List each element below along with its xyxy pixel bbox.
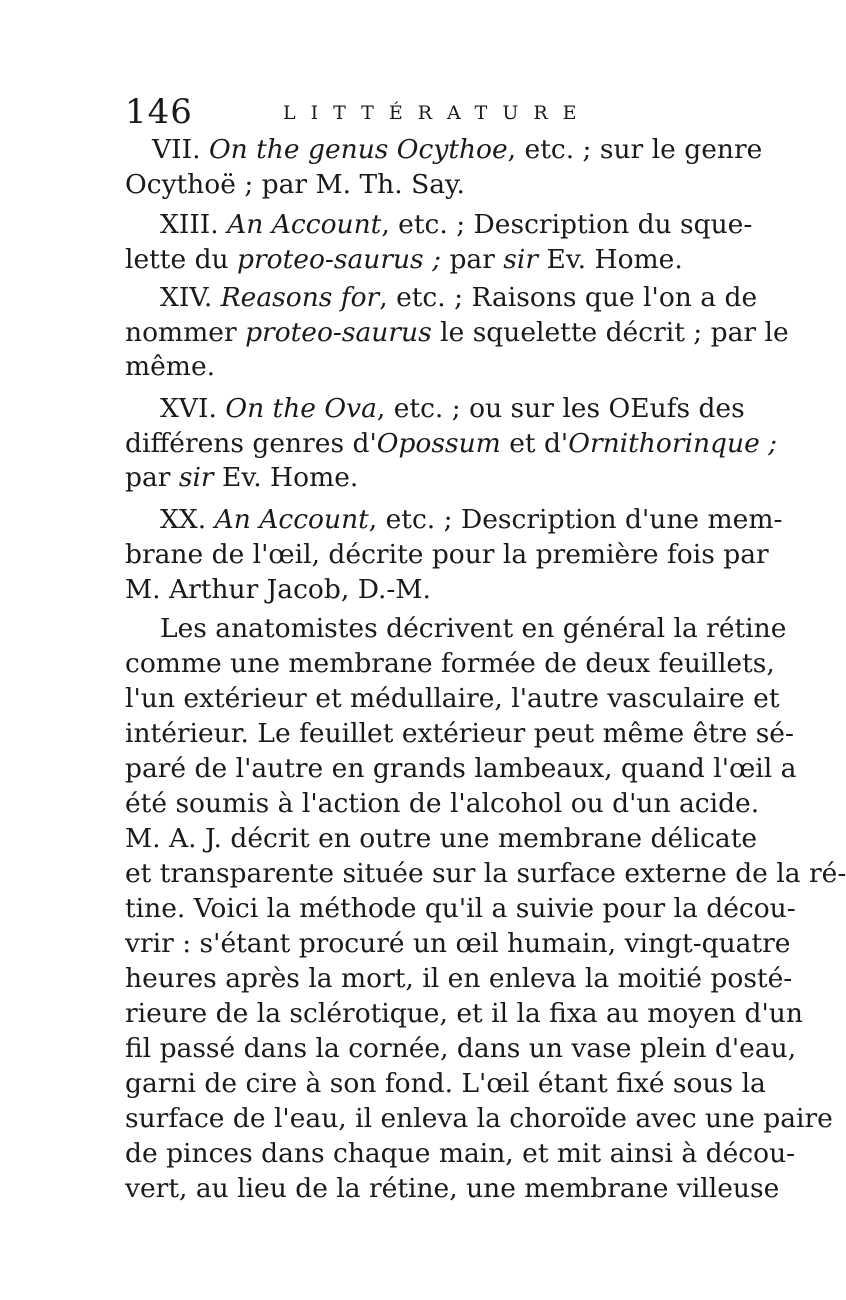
paragraph-line: et transparente située sur la surface externe de la ré- — [125, 858, 846, 889]
page-number: 146 — [125, 92, 193, 132]
entry-xx-line-3: M. Arthur Jacob, D.-M. — [125, 574, 431, 605]
paragraph-line: surface de l'eau, il enleva la choroïde avec une paire — [125, 1103, 833, 1134]
entry-xvi-line-1: XVI. On the Ova, etc. ; ou sur les OEufs des — [160, 393, 745, 424]
entry-xiii-line-1: XIII. An Account, etc. ; Description du sque- — [160, 209, 753, 240]
entry-xiii-line-2: lette du proteo-saurus ; par sir Ev. Home. — [125, 244, 683, 275]
entry-vii-line-1: VII. On the genus Ocythoe, etc. ; sur le genre — [152, 134, 763, 165]
paragraph-line: rieure de la sclérotique, et il la fixa au moyen d'un — [125, 998, 803, 1029]
paragraph-line: M. A. J. décrit en outre une membrane délicate — [125, 823, 758, 854]
page-header — [125, 92, 685, 132]
paragraph-line: fil passé dans la cornée, dans un vase plein d'eau, — [125, 1033, 797, 1064]
paragraph-line: été soumis à l'action de l'alcohol ou d'un acide. — [125, 788, 760, 819]
entry-xiv-line-2: nommer proteo-saurus le squelette décrit ; par le — [125, 317, 789, 348]
entry-xvi-line-2: différens genres d'Opossum et d'Ornithorinque ; — [125, 428, 778, 459]
paragraph-line: garni de cire à son fond. L'œil étant fixé sous la — [125, 1068, 766, 1099]
entry-xx-line-1: XX. An Account, etc. ; Description d'une mem- — [160, 504, 783, 535]
entry-xiv-line-3: même. — [125, 351, 216, 382]
paragraph-line: paré de l'autre en grands lambeaux, quand l'œil a — [125, 753, 797, 784]
paragraph-line: vrir : s'étant procuré un œil humain, vingt-quatre — [125, 928, 791, 959]
entry-xvi-line-3: par sir Ev. Home. — [125, 462, 359, 493]
paragraph-line: comme une membrane formée de deux feuillets, — [125, 648, 775, 679]
paragraph-line: intérieur. Le feuillet extérieur peut même être sé- — [125, 718, 794, 749]
paragraph-line: l'un extérieur et médullaire, l'autre vasculaire et — [125, 683, 780, 714]
entry-xiv-line-1: XIV. Reasons for, etc. ; Raisons que l'on a de — [160, 282, 758, 313]
paragraph-line: tine. Voici la méthode qu'il a suivie pour la décou- — [125, 893, 796, 924]
paragraph-line: vert, au lieu de la rétine, une membrane villeuse — [125, 1173, 780, 1204]
entry-xx-line-2: brane de l'œil, décrite pour la première fois par — [125, 539, 769, 570]
paragraph-line: Les anatomistes décrivent en général la rétine — [160, 613, 787, 644]
entry-vii-line-2: Ocythoë ; par M. Th. Say. — [125, 169, 465, 200]
running-head: LITTÉRATURE — [283, 102, 592, 124]
paragraph-line: de pinces dans chaque main, et mit ainsi à décou- — [125, 1138, 796, 1169]
paragraph-line: heures après la mort, il en enleva la moitié posté- — [125, 963, 793, 994]
